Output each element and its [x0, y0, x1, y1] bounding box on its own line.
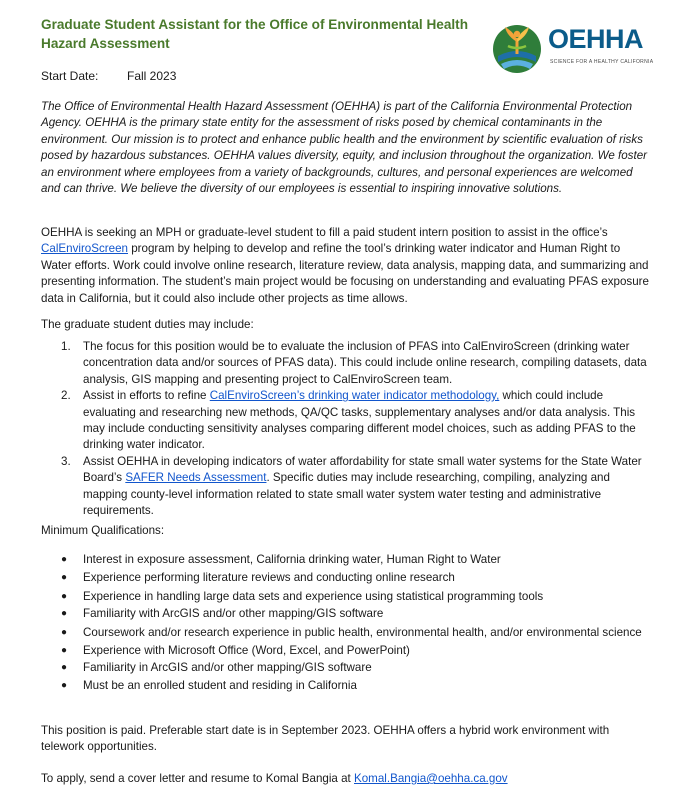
list-item — [41, 678, 653, 694]
duties-heading: The graduate student duties may include: — [41, 318, 254, 331]
start-date-label: Start Date: — [41, 69, 99, 83]
logo-tagline: SCIENCE FOR A HEALTHY CALIFORNIA — [550, 59, 654, 65]
duties-list — [41, 339, 653, 519]
duty-text: Assist in efforts to refine — [83, 389, 210, 403]
safer-needs-link[interactable]: SAFER Needs Assessment — [125, 471, 267, 485]
qualification-text: Experience in handling large data sets and experience using statistical programming tools — [83, 589, 544, 603]
duty-text: . Specific duties may include researching, compiling, analyzing and mapping county-level information related to state small water system water testing and administrative requirements. — [83, 471, 610, 518]
bullet-icon: ● — [61, 645, 68, 657]
qualification-text: Experience with Microsoft Office (Word, Excel, and PowerPoint) — [83, 644, 410, 658]
list-number: 1. — [61, 340, 71, 353]
bullet-icon: ● — [61, 662, 68, 674]
apply-paragraph — [41, 771, 653, 787]
qualifications-heading: Minimum Qualifications: — [41, 524, 165, 537]
duty-text: The focus for this position would be to evaluate the inclusion of PFAS into CalEnviroScreen (drinking water concentration data and/or sources of PFAS data). This could include online research, compiling datasets, data analysis, GIS mapping and presenting project to CalEnviroScreen team. — [83, 340, 647, 386]
bullet-icon: ● — [61, 608, 68, 620]
bullet-icon: ● — [61, 572, 68, 584]
bullet-icon: ● — [61, 679, 68, 691]
qualification-text: Coursework and/or research experience in public health, environmental health, and/or environmental science — [83, 625, 642, 639]
paid-paragraph: This position is paid. Preferable start date is in September 2023. OEHHA offers a hybrid work environment with telework opportunities. — [41, 724, 610, 754]
bullet-icon: ● — [61, 626, 68, 638]
qualification-text: Interest in exposure assessment, California drinking water, Human Right to Water — [83, 553, 501, 566]
seeking-text-1: OEHHA is seeking an MPH or graduate-level student to fill a paid student intern position to assist in the office’s — [41, 226, 608, 239]
list-item — [41, 606, 653, 622]
qualification-text: Familiarity in ArcGIS and/or other mapping/GIS software — [83, 661, 372, 675]
seeking-paragraph — [41, 225, 653, 307]
bullet-icon: ● — [61, 554, 68, 565]
list-item — [41, 570, 653, 586]
calenviroscreen-link[interactable]: CalEnviroScreen — [41, 242, 128, 256]
list-item — [41, 454, 653, 520]
list-item — [41, 339, 653, 388]
start-date — [41, 69, 176, 83]
duty-text: Assist OEHHA in developing indicators of water affordability for state small water systems for the State Water Board’s — [83, 454, 642, 485]
duty-text: which could include evaluating and researching new methods, QA/QC tasks, supplementary analyses and/or data analysis. This may include conducting sensitivity analyses comparing different model choices, such as adding PFAS to the drinking water indicator. — [83, 389, 636, 452]
list-item — [41, 589, 653, 605]
email-link[interactable]: Komal.Bangia@oehha.ca.gov — [354, 772, 508, 785]
list-number: 3. — [61, 454, 71, 468]
list-item — [41, 643, 653, 659]
qualifications-list — [41, 552, 653, 694]
qualification-text: Experience performing literature reviews and conducting online research — [83, 571, 455, 585]
start-date-value: Fall 2023 — [127, 69, 177, 83]
list-item — [41, 552, 653, 568]
methodology-link[interactable]: CalEnviroScreen’s drinking water indicator methodology, — [209, 389, 500, 403]
logo-wordmark: OEHHA — [548, 24, 644, 54]
apply-text: To apply, send a cover letter and resume to Komal Bangia at — [41, 772, 354, 785]
list-item — [41, 625, 653, 641]
intro-paragraph: The Office of Environmental Health Hazard Assessment (OEHHA) is part of the California Environmental Protection Agency. OEHHA is the primary state entity for the assessment of risks posed by chemical contaminants in the environment. Our mission is to protect and enhance public health and the environment by scientific evaluation of risks posed by hazardous substances. OEHHA values diversity, equity, and inclusion throughout the organization. We foster an environment where employees from a variety of backgrounds, cultures, and personal experiences are welcomed and can thrive. We believe the diversity of our employees is essential to inspiring innovative solutions. — [41, 100, 648, 196]
qualification-text: Must be an enrolled student and residing in California — [83, 678, 357, 692]
list-number: 2. — [61, 389, 71, 403]
seeking-text-2: program by helping to develop and refine the tool’s drinking water indicator and Human Right to Water efforts. Work could involve online research, literature review, data analysis, mapping data, and summarizing and presenting information. The student’s main project would be focusing on understanding and evaluating PFAS exposure data in California, but it could also include other projects as time allows. — [41, 242, 649, 305]
qualification-text: Familiarity with ArcGIS and/or other mapping/GIS software — [83, 607, 384, 621]
bullet-icon: ● — [61, 590, 68, 602]
list-item — [41, 388, 653, 454]
list-item — [41, 660, 653, 676]
page-title: Graduate Student Assistant for the Office of Environmental Health Hazard Assessment — [41, 17, 469, 51]
